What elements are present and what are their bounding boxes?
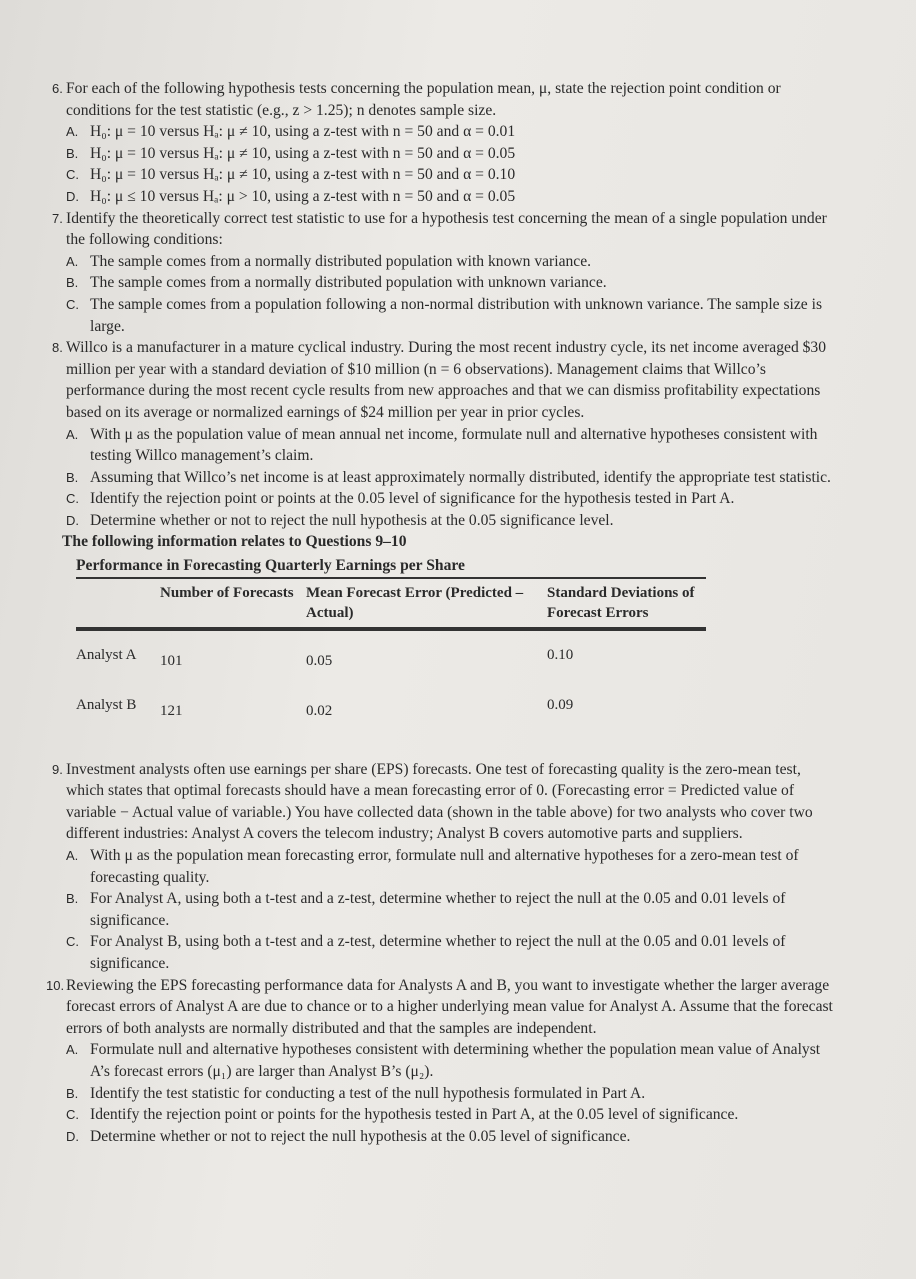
part-text: H₀: μ ≤ 10 versus Hₐ: μ > 10, using a z-test with n = 50 and α = 0.05 [90, 187, 516, 205]
table-cell: 0.02 [306, 702, 333, 719]
part-text: Determine whether or not to reject the null hypothesis at the 0.05 level of significance. [90, 1127, 631, 1145]
question-part [62, 143, 838, 165]
part-letter: A. [66, 124, 79, 140]
table-header [76, 578, 160, 629]
question-part [62, 1126, 838, 1148]
question-text: For each of the following hypothesis tests concerning the population mean, μ, state the rejection point condition or conditions for the test statistic (e.g., z > 1.25); n denotes sample size. [66, 80, 781, 119]
table-row [76, 681, 706, 731]
question-part [62, 251, 838, 273]
part-text: The sample comes from a population following a non-normal distribution with unknown variance. The sample size is large. [90, 295, 823, 335]
question-text: Willco is a manufacturer in a mature cyclical industry. During the most recent industry cycle, its net income averaged $30 million per year with a standard deviation of $10 million (n = 6 observations). Management claims that Willco’s performance during the most recent cycle results from new approaches and that we can dismiss profitability expectations based on its average or normalized earnings of $24 million per year in prior cycles. [66, 339, 827, 421]
question-part [62, 1039, 838, 1082]
part-letter: C. [66, 296, 79, 312]
part-letter: D. [66, 1128, 79, 1144]
part-letter: C. [66, 1107, 79, 1123]
question-part [62, 1104, 838, 1126]
part-text: With μ as the population mean forecasting error, formulate null and alternative hypotheses for a zero-mean test of forecasting quality. [90, 847, 799, 886]
question-part [62, 186, 838, 208]
part-text: H₀: μ = 10 versus Hₐ: μ ≠ 10, using a z-test with n = 50 and α = 0.10 [90, 166, 516, 184]
question-7 [52, 208, 838, 338]
table-cell: Analyst A [76, 646, 137, 663]
question-10 [46, 975, 838, 1148]
part-text: Identify the test statistic for conducting a test of the null hypothesis formulated in Part A. [90, 1084, 646, 1102]
part-letter: C. [66, 491, 79, 507]
question-6 [52, 78, 838, 208]
part-letter: C. [66, 934, 79, 950]
part-text: Determine whether or not to reject the null hypothesis at the 0.05 significance level. [90, 511, 614, 529]
part-text: H₀: μ = 10 versus Hₐ: μ ≠ 10, using a z-test with n = 50 and α = 0.05 [90, 144, 516, 162]
part-letter: B. [66, 1085, 79, 1101]
table-header: Standard Deviations of Forecast Errors [547, 584, 695, 621]
forecast-table-block [62, 555, 838, 731]
part-text: Formulate null and alternative hypotheses consistent with determining whether the population mean value of Analyst A’s forecast errors (μ₁) are larger than Analyst B’s (μ₂). [90, 1041, 821, 1080]
table-cell: Analyst B [76, 696, 137, 713]
question-part [62, 272, 838, 294]
part-letter: C. [66, 167, 79, 183]
table-cell: 0.09 [547, 696, 574, 713]
question-part [62, 488, 838, 510]
question-number: 7. [52, 210, 63, 226]
part-letter: B. [66, 275, 79, 291]
info-line: The following information relates to Questions 9–10 [62, 533, 407, 551]
table-header-row [76, 578, 706, 629]
question-part [62, 888, 838, 931]
forecast-table [76, 577, 706, 731]
question-part [62, 510, 838, 532]
part-letter: D. [66, 512, 79, 528]
question-9 [52, 759, 838, 975]
question-text: Reviewing the EPS forecasting performance data for Analysts A and B, you want to investigate whether the larger average forecast errors of Analyst A are due to chance or to a higher underlying mean value for Analyst A. Assume that the forecast errors of both analysts are normally distributed and that the samples are independent. [66, 976, 833, 1037]
part-text: Identify the rejection point or points for the hypothesis tested in Part A, at the 0.05 level of significance. [90, 1106, 739, 1124]
part-letter: A. [66, 1042, 79, 1058]
spacer [62, 731, 838, 759]
question-number: 9. [52, 761, 63, 777]
table-title: Performance in Forecasting Quarterly Earnings per Share [76, 557, 465, 575]
question-number: 8. [52, 340, 63, 356]
question-part [62, 845, 838, 888]
question-part [62, 164, 838, 186]
part-letter: B. [66, 145, 79, 161]
table-header: Number of Forecasts [160, 584, 294, 601]
part-text: Identify the rejection point or points at the 0.05 level of significance for the hypothesis tested in Part A. [90, 490, 735, 508]
question-number: 10. [46, 977, 65, 993]
question-number: 6. [52, 81, 63, 96]
part-text: Assuming that Willco’s net income is at least approximately normally distributed, identify the appropriate test statistic. [90, 468, 831, 486]
part-letter: A. [66, 848, 79, 864]
part-letter: A. [66, 253, 79, 269]
part-letter: B. [66, 891, 79, 907]
part-letter: B. [66, 469, 79, 485]
table-row [76, 629, 706, 681]
part-text: The sample comes from a normally distributed population with known variance. [90, 252, 592, 270]
part-letter: D. [66, 188, 79, 204]
question-part [62, 424, 838, 467]
table-cell: 0.10 [547, 646, 574, 663]
question-part [62, 294, 838, 337]
table-cell: 101 [160, 652, 183, 669]
part-text: For Analyst B, using both a t-test and a z-test, determine whether to reject the null at the 0.05 and 0.01 levels of significance. [90, 933, 786, 972]
table-header: Mean Forecast Error (Predicted – Actual) [306, 584, 524, 621]
question-part [62, 467, 838, 489]
part-text: With μ as the population value of mean annual net income, formulate null and alternative hypotheses consistent with testing Willco management’s claim. [90, 425, 818, 465]
question-text: Identify the theoretically correct test statistic to use for a hypothesis test concerning the mean of a single population under the following conditions: [66, 209, 827, 249]
question-text: Investment analysts often use earnings per share (EPS) forecasts. One test of forecasting quality is the zero-mean test, which states that optimal forecasts should have a mean forecasting error of 0. (Forecasting error = Predicted value of variable − Actual value of variable.) You have collected data (shown in the table above) for two analysts who cover two different industries: Analyst A covers the telecom industry; Analyst B covers automotive parts and suppliers. [66, 760, 813, 843]
question-part [62, 1083, 838, 1105]
table-cell: 121 [160, 702, 183, 719]
part-letter: A. [66, 426, 79, 442]
question-8 [52, 337, 838, 531]
question-part [62, 931, 838, 974]
part-text: H₀: μ = 10 versus Hₐ: μ ≠ 10, using a z-test with n = 50 and α = 0.01 [90, 123, 516, 141]
part-text: The sample comes from a normally distributed population with unknown variance. [90, 274, 607, 292]
table-cell: 0.05 [306, 652, 333, 669]
part-text: For Analyst A, using both a t-test and a z-test, determine whether to reject the null at the 0.05 and 0.01 levels of significance. [90, 890, 786, 929]
question-part [62, 121, 838, 143]
